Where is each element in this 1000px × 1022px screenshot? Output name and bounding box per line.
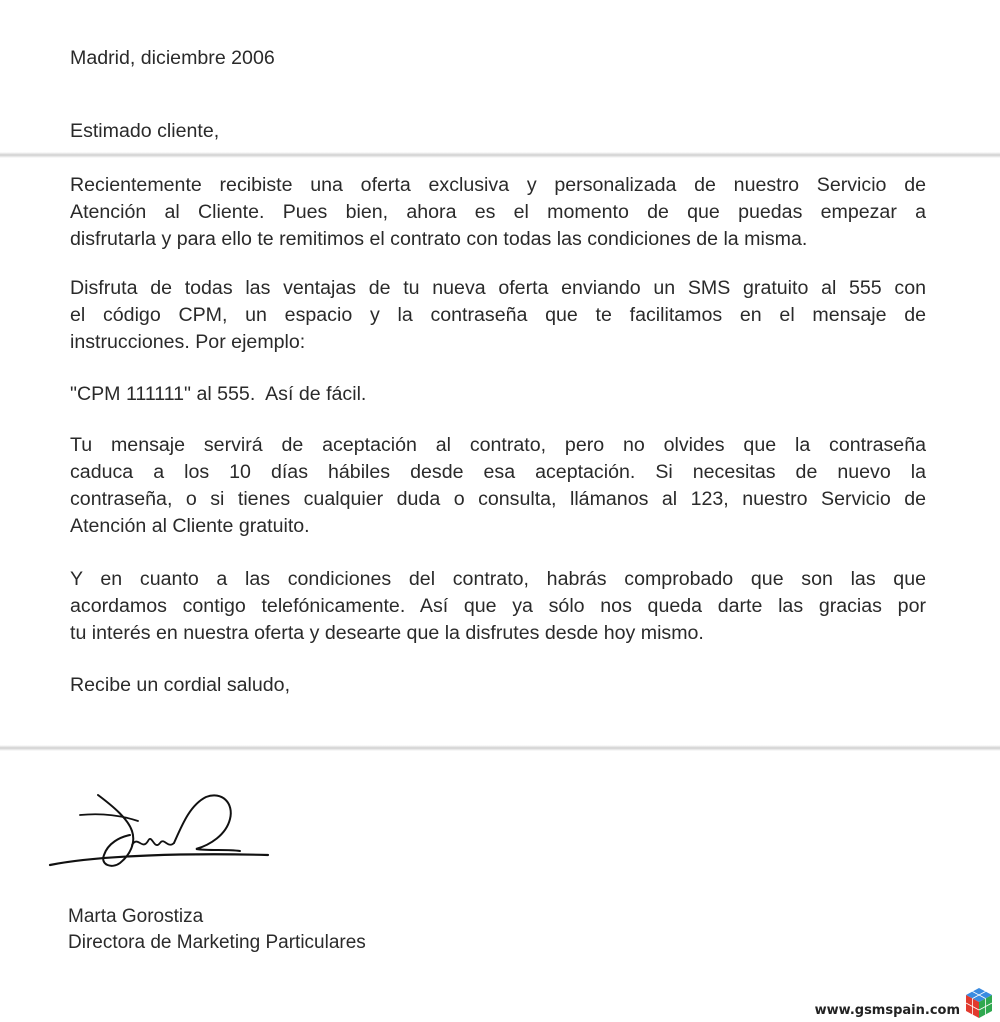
paragraph-line: caduca a los 10 días hábiles desde esa aceptación. Si necesitas de nuevo la [70, 461, 926, 483]
paragraph-line: Disfruta de todas las ventajas de tu nueva oferta enviando un SMS gratuito al 555 con [70, 277, 926, 299]
paragraph-line: instrucciones. Por ejemplo: [70, 331, 306, 353]
signer-title: Directora de Marketing Particulares [68, 932, 366, 953]
watermark-text: www.gsmspain.com [814, 1003, 960, 1018]
paragraph-line: Tu mensaje servirá de aceptación al contrato, pero no olvides que la contraseña [70, 434, 926, 456]
watermark [815, 984, 994, 1020]
paragraph-line: tu interés en nuestra oferta y desearte que la disfrutes desde hoy mismo. [70, 622, 704, 644]
letter-date: Madrid, diciembre 2006 [70, 47, 275, 69]
signature [40, 785, 290, 875]
paragraph-line: Recientemente recibiste una oferta exclusiva y personalizada de nuestro Servicio de [70, 174, 926, 196]
letter-closing: Recibe un cordial saludo, [70, 674, 291, 696]
paragraph-line: disfrutarla y para ello te remitimos el contrato con todas las condiciones de la misma. [70, 228, 808, 250]
paragraph-line: el código CPM, un espacio y la contraseña que te facilitamos en el mensaje de [70, 304, 926, 326]
letter-greeting: Estimado cliente, [70, 120, 220, 142]
paragraph-line: Atención al Cliente. Pues bien, ahora es el momento de que puedas empezar a [70, 201, 926, 223]
paper-fold-line [0, 745, 1000, 751]
paragraph-line: "CPM 111111" al 555. Así de fácil. [70, 383, 367, 405]
paragraph-line: Y en cuanto a las condiciones del contrato, habrás comprobado que son las que [70, 568, 926, 590]
paragraph-line: Atención al Cliente gratuito. [70, 515, 310, 537]
rubik-cube-icon [964, 986, 994, 1020]
paragraph-line: contraseña, o si tienes cualquier duda o consulta, llámanos al 123, nuestro Servicio de [70, 488, 926, 510]
paragraph-line: acordamos contigo telefónicamente. Así que ya sólo nos queda darte las gracias por [70, 595, 926, 617]
paper-fold-line [0, 152, 1000, 158]
signer-name: Marta Gorostiza [68, 906, 204, 927]
